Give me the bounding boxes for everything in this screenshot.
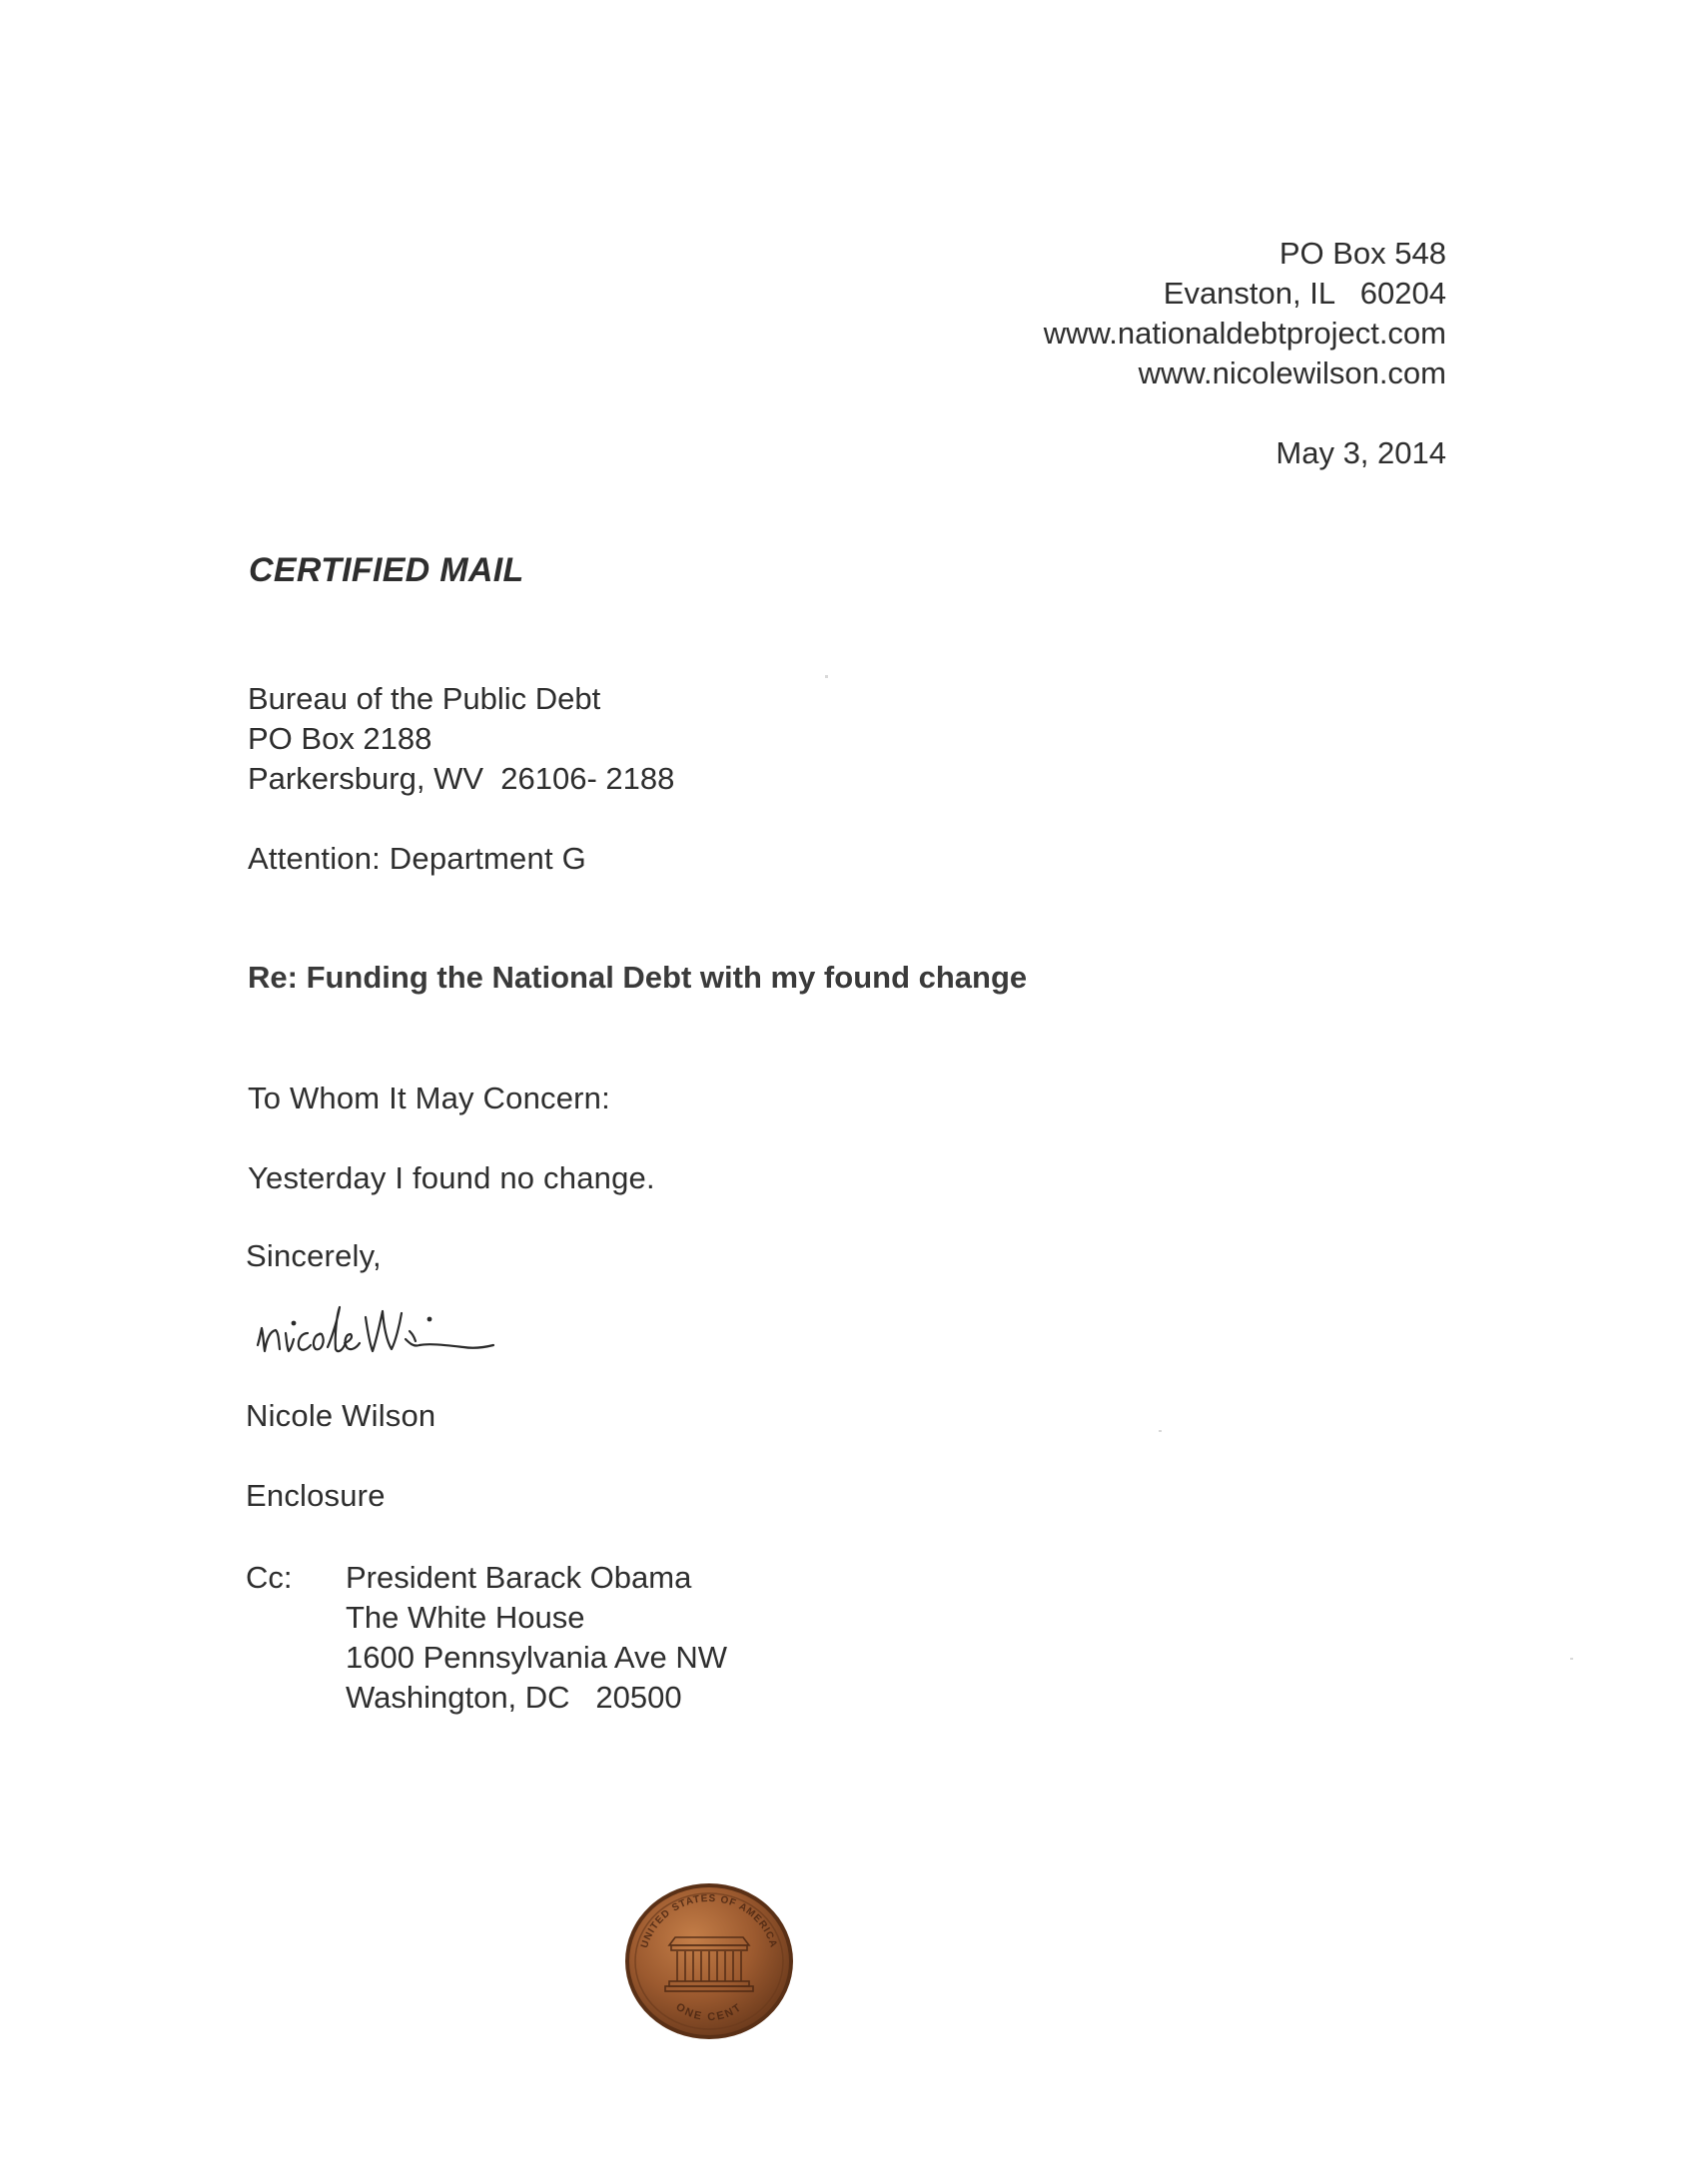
cc-organization: The White House — [346, 1600, 585, 1635]
cc-address — [346, 1558, 727, 1718]
attention-line: Attention: Department G — [248, 841, 586, 876]
coin-top-inscription: UNITED STATES OF AMERICA — [639, 1892, 779, 1950]
sender-city-state-zip: Evanston, IL 60204 — [1163, 276, 1446, 311]
subject-line: Re: Funding the National Debt with my found change — [248, 960, 1028, 995]
scan-speck — [1570, 1658, 1573, 1660]
enclosure-note: Enclosure — [246, 1478, 386, 1513]
sender-website-2: www.nicolewilson.com — [1138, 356, 1446, 390]
cc-street: 1600 Pennsylvania Ave NW — [346, 1640, 727, 1675]
recipient-address — [248, 679, 674, 799]
sender-po-box: PO Box 548 — [1278, 236, 1446, 271]
certified-mail-heading: CERTIFIED MAIL — [249, 551, 524, 589]
closing: Sincerely, — [246, 1238, 382, 1273]
coin-bottom-inscription: ONE CENT — [673, 2000, 745, 2024]
recipient-city-state-zip: Parkersburg, WV 26106- 2188 — [248, 761, 675, 796]
body-message: Yesterday I found no change. — [248, 1160, 655, 1195]
recipient-po-box: PO Box 2188 — [248, 721, 432, 756]
letter-date: May 3, 2014 — [1275, 435, 1446, 470]
penny-coin-image — [623, 1881, 795, 2041]
signer-name: Nicole Wilson — [246, 1398, 436, 1433]
scan-speck — [825, 675, 828, 678]
recipient-name: Bureau of the Public Debt — [248, 681, 601, 716]
sender-website-1: www.nationaldebtproject.com — [1043, 316, 1446, 351]
cc-label: Cc: — [246, 1560, 293, 1595]
handwritten-signature — [250, 1283, 579, 1383]
sender-address — [1044, 234, 1446, 393]
cc-name: President Barack Obama — [346, 1560, 692, 1595]
salutation: To Whom It May Concern: — [248, 1081, 610, 1115]
scan-speck — [1159, 1430, 1162, 1432]
cc-city-state-zip: Washington, DC 20500 — [346, 1680, 682, 1715]
